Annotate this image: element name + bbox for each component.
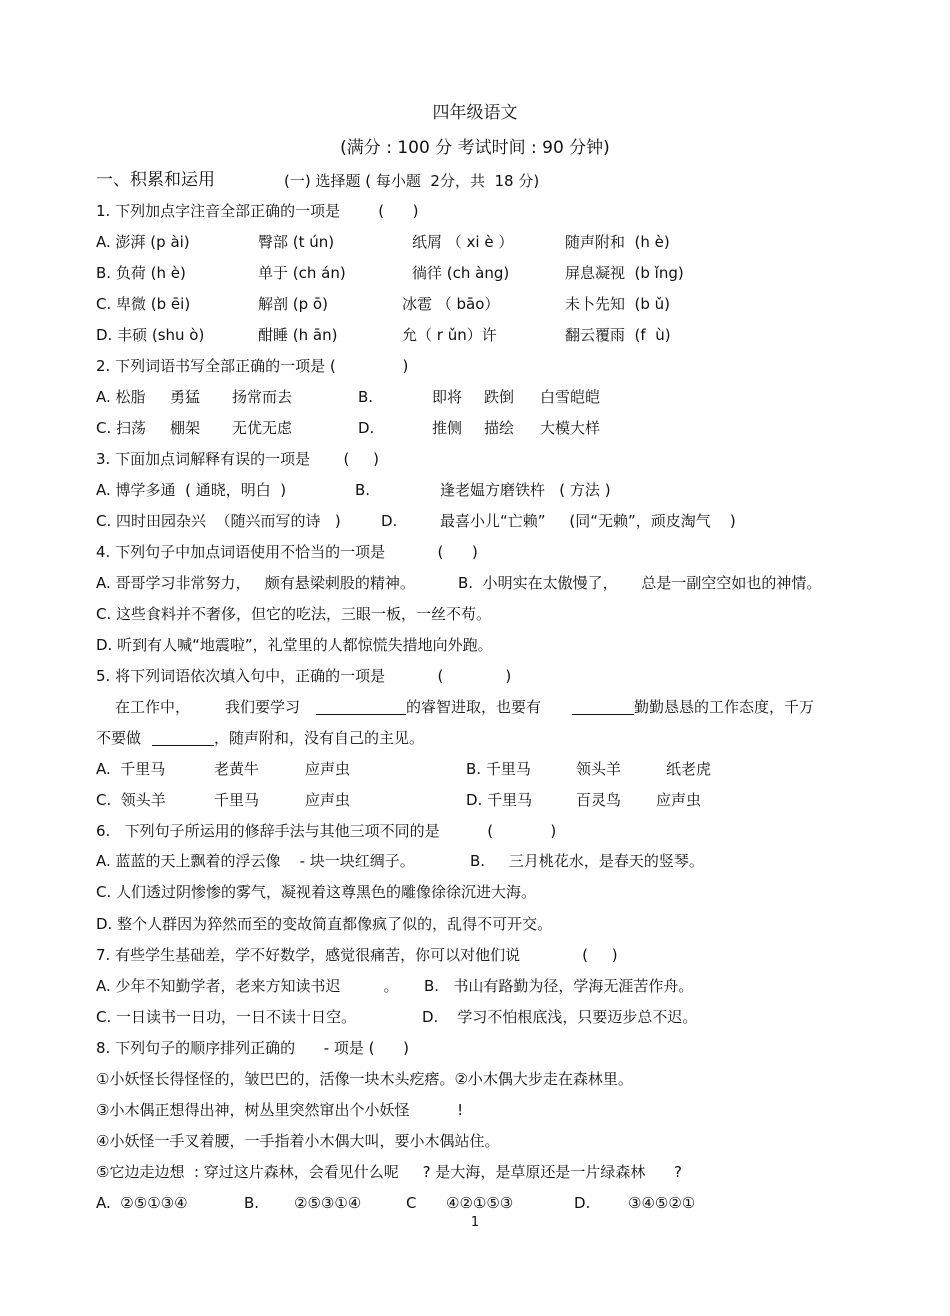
q1-option: 屏息凝视 (b ǐng) — [565, 264, 684, 282]
q7-option: D. 学习不怕根底浅，只要迈步总不迟。 — [422, 1008, 698, 1026]
q5-option-word: 应声虫 — [656, 791, 702, 809]
q1-option: 酣睡 (h ān) — [258, 326, 338, 344]
q1-option: 徜徉 (ch àng) — [412, 264, 510, 282]
q8-sentence: ⑤它边走边想 : 穿过这片森林，会看见什么呢 ? 是大海，是草原还是一片绿森林 ? — [96, 1163, 682, 1181]
q2-word: A. 松脂 — [96, 388, 146, 406]
q5-sentence-part: 不要做 — [96, 729, 142, 747]
q5-sentence-part: 我们要学习 — [225, 698, 301, 716]
q1-option: 随声附和 (h è) — [565, 233, 670, 251]
q2-word: 大模大样 — [540, 419, 601, 437]
q8-option: A. ②⑤①③④ — [96, 1194, 188, 1212]
q6-option: B. 三月桃花水，是春天的竖琴。 — [470, 852, 704, 870]
q3-option: A. 博学多通 ( 通晓，明白 ) — [96, 481, 287, 499]
q7-option: C. 一日读书一日功，一日不读十日空。 — [96, 1008, 357, 1026]
q3-option: D. — [381, 512, 398, 530]
q4-option: D. 听到有人喊“地震啦”，礼堂里的人都惊慌失措地向外跑。 — [96, 636, 493, 654]
q1-option: D. 丰硕 (shu ò) — [96, 326, 205, 344]
q2-word: 跌倒 — [484, 388, 515, 406]
q5-blank-3 — [152, 745, 214, 746]
q5-sentence-part: 在工作中， — [115, 698, 191, 716]
q2-word: 即将 — [432, 388, 463, 406]
question-4-stem: 4. 下列句子中加点词语使用不恰当的一项是 ( ) — [96, 543, 478, 561]
section-heading: 一、积累和运用 — [96, 170, 215, 190]
q5-sentence-part: ，随声附和，没有自己的主见。 — [214, 729, 425, 747]
q1-option: 解剖 (p ō) — [258, 295, 328, 313]
q3-option: 逢老媪方磨铁杵 ( 方法 ) — [440, 481, 611, 499]
q5-option-word: 纸老虎 — [666, 760, 712, 778]
q1-option: C. 卑微 (b ēi) — [96, 295, 191, 313]
question-6-stem: 6. 下列句子所运用的修辞手法与其他三项不同的是 ( ) — [96, 822, 557, 840]
q1-option: 冰雹 （ bāo） — [402, 295, 500, 313]
q5-blank-2 — [572, 714, 634, 715]
q4-option: C. 这些食料并不奢侈，但它的吃法，三眼一板，一丝不苟。 — [96, 605, 492, 623]
question-3-stem: 3. 下面加点词解释有误的一项是 ( ) — [96, 450, 380, 468]
q8-option: ④②①⑤③ — [446, 1194, 514, 1212]
q2-word: 描绘 — [484, 419, 515, 437]
exam-title: 四年级语文 — [432, 103, 518, 123]
question-8-stem: 8. 下列句子的顺序排列正确的 - 项是 ( ) — [96, 1039, 409, 1057]
question-2-stem: 2. 下列词语书写全部正确的一项是 ( ) — [96, 357, 409, 375]
q1-option: 单于 (ch án) — [258, 264, 346, 282]
q5-option-word: D. 千里马 — [466, 791, 533, 809]
q2-word: 棚架 — [170, 419, 201, 437]
q3-option: B. — [355, 481, 371, 499]
q6-option: A. 蓝蓝的天上飘着的浮云像 - 块一块红绸子。 — [96, 852, 415, 870]
q8-sentence: ③小木偶正想得出神，树丛里突然窜出个小妖怪 ! — [96, 1101, 464, 1119]
q8-sentence: ④小妖怪一手叉着腰，一手指着小木偶大叫，要小木偶站住。 — [96, 1132, 500, 1150]
section-part: (一) 选择题 ( 每小题 2分，共 18 分) — [284, 172, 540, 190]
q5-sentence-part: 的睿智进取，也要有 — [406, 698, 542, 716]
q2-word: 推侧 — [432, 419, 463, 437]
q2-word: B. — [358, 388, 374, 406]
q7-option: A. 少年不知勤学者，老来方知读书迟 。 — [96, 977, 399, 995]
q2-word: 白雪皑皑 — [540, 388, 601, 406]
q5-option-word: 应声虫 — [305, 760, 351, 778]
q8-option: B. — [244, 1194, 260, 1212]
q2-word: 勇猛 — [170, 388, 201, 406]
q8-option: C — [406, 1194, 417, 1212]
q3-option: 最喜小儿“亡赖” (同“无赖”，顽皮淘气 ) — [440, 512, 736, 530]
question-5-stem: 5. 将下列词语依次填入句中，正确的一项是 ( ) — [96, 667, 512, 685]
q8-option: ②⑤③①④ — [294, 1194, 362, 1212]
q5-option-word: 千里马 — [214, 791, 260, 809]
q2-word: 扬常而去 — [232, 388, 293, 406]
q5-option-word: C. 领头羊 — [96, 791, 166, 809]
question-7-stem: 7. 有些学生基础差，学不好数学，感觉很痛苦，你可以对他们说 ( ) — [96, 946, 618, 964]
page-number: 1 — [470, 1215, 480, 1230]
q5-sentence-part: 勤勤恳恳的工作态度，千万 — [634, 698, 815, 716]
q2-word: D. — [358, 419, 375, 437]
q1-option: 未卜先知 (b ǔ) — [565, 295, 671, 313]
q5-blank-1 — [316, 714, 406, 715]
q7-option: B. 书山有路勤为径，学海无涯苦作舟。 — [424, 977, 694, 995]
q3-option: C. 四时田园杂兴 （随兴而写的诗 ) — [96, 512, 341, 530]
exam-subtitle: (满分 : 100 分 考试时间 : 90 分钟) — [340, 138, 610, 158]
q1-option: 纸屑 （ xi è ） — [412, 233, 514, 251]
q6-option: C. 人们透过阴惨惨的雾气，凝视着这尊黑色的雕像徐徐沉进大海。 — [96, 883, 537, 901]
q1-option: 臀部 (t ún) — [258, 233, 335, 251]
q5-option-word: 领头羊 — [576, 760, 622, 778]
q4-option: A. 哥哥学习非常努力， 颇有悬梁刺股的精神。 — [96, 574, 415, 592]
q5-option-word: 百灵鸟 — [576, 791, 622, 809]
q8-option: D. — [574, 1194, 591, 1212]
q1-option: B. 负荷 (h è) — [96, 264, 186, 282]
q5-option-word: 应声虫 — [305, 791, 351, 809]
q1-option: 允（ r ǔn）许 — [402, 326, 497, 344]
q2-word: C. 扫荡 — [96, 419, 147, 437]
q1-option: A. 澎湃 (p ài) — [96, 233, 190, 251]
q6-option: D. 整个人群因为猝然而至的变故简直都像疯了似的，乱得不可开交。 — [96, 915, 553, 933]
q5-option-word: 老黄牛 — [214, 760, 260, 778]
q1-option: 翻云覆雨 (f ù) — [565, 326, 671, 344]
question-1-stem: 1. 下列加点字注音全部正确的一项是 ( ) — [96, 202, 419, 220]
q5-option-word: A. 千里马 — [96, 760, 166, 778]
q8-sentence: ①小妖怪长得怪怪的，皱巴巴的，活像一块木头疙瘩。②小木偶大步走在森林里。 — [96, 1070, 633, 1088]
q4-option: B. 小明实在太傲慢了， 总是一副空空如也的神情。 — [458, 574, 822, 592]
q2-word: 无优无虑 — [232, 419, 293, 437]
q5-option-word: B. 千里马 — [466, 760, 531, 778]
q8-option: ③④⑤②① — [628, 1194, 696, 1212]
